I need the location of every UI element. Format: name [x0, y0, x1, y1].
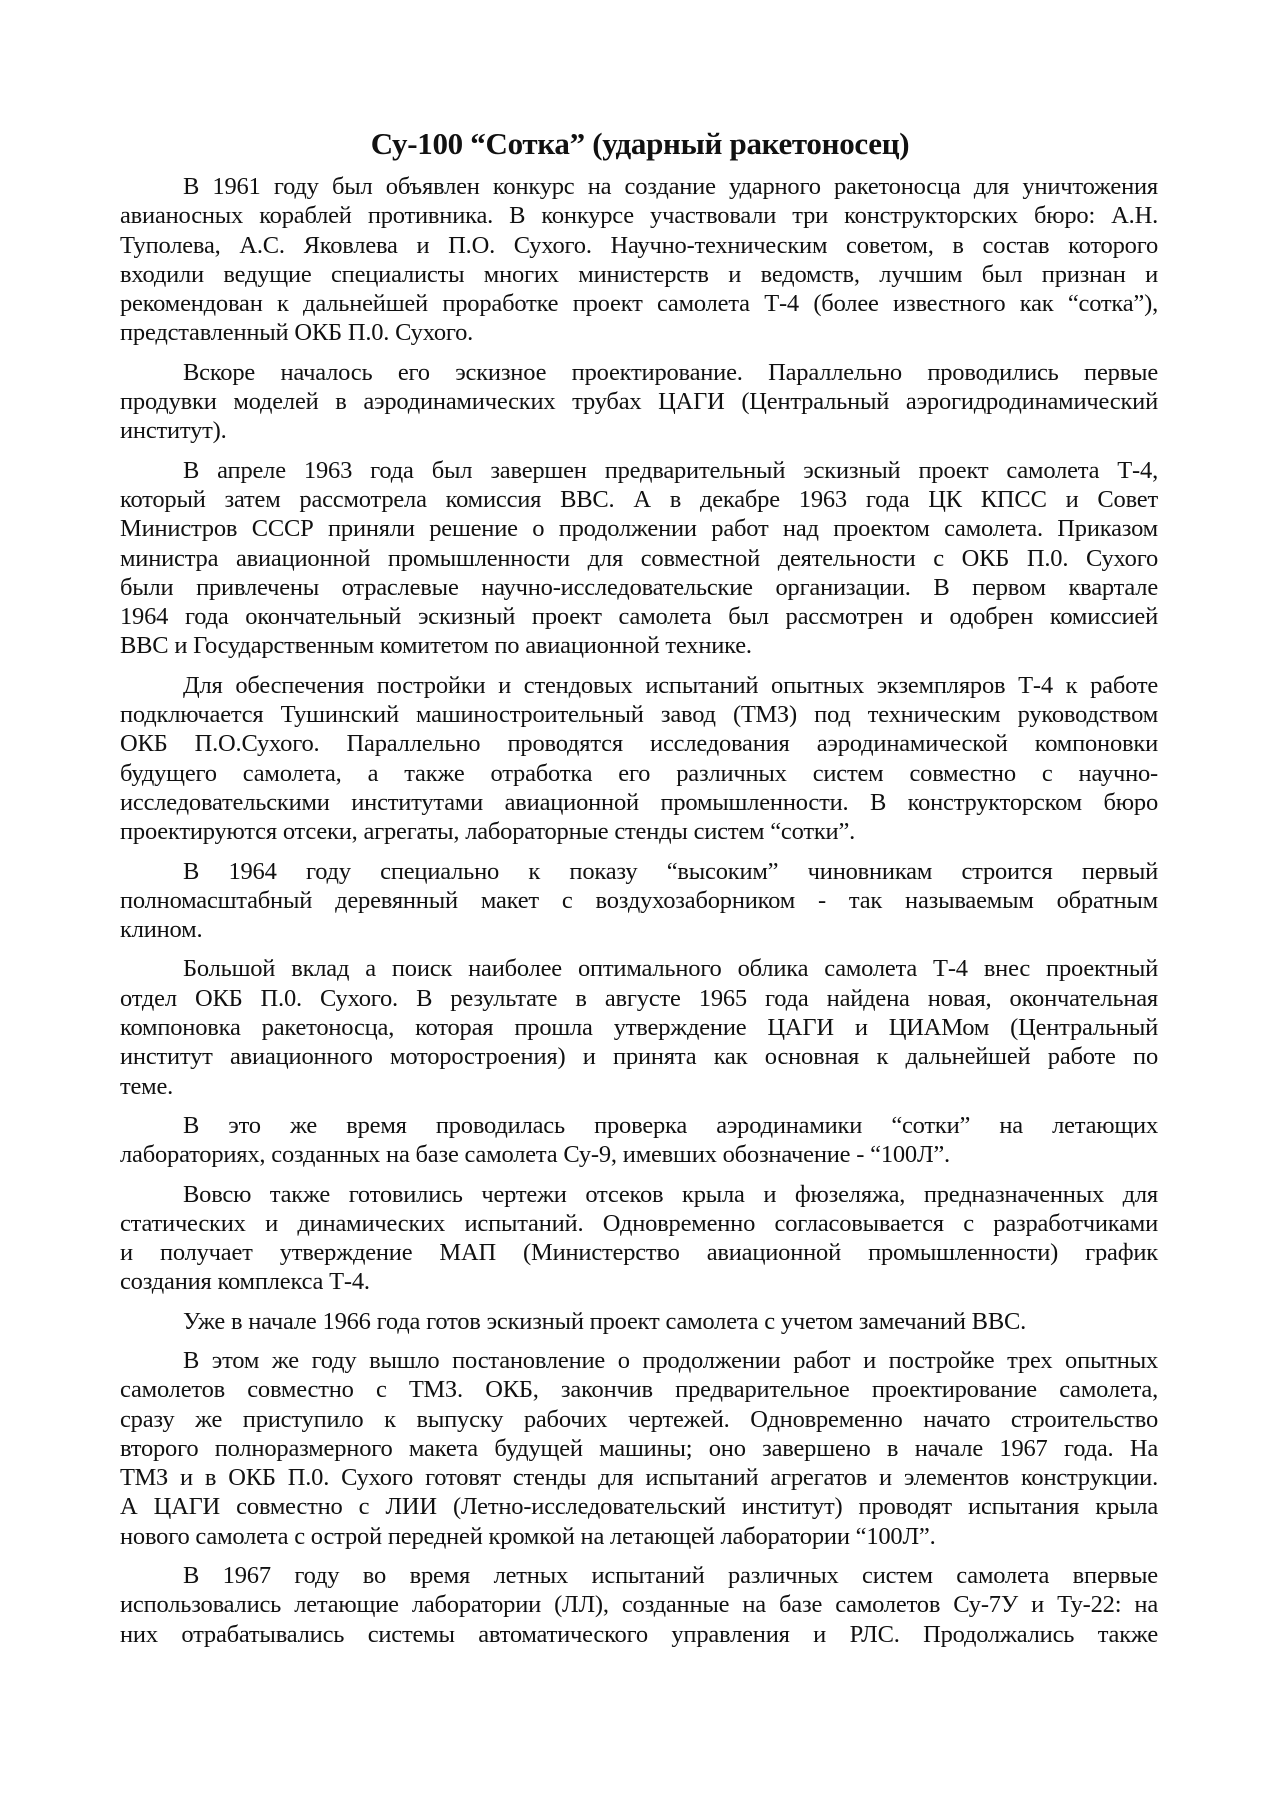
paragraph: [120, 1346, 1158, 1551]
text-line: ОКБ П.О.Сухого. Параллельно проводятся исследования аэродинамической компоновки: [120, 730, 1158, 758]
text-line: представленный ОКБ П.0. Сухого.: [120, 319, 474, 347]
text-line: подключается Тушинский машиностроительный завод (ТМЗ) под техническим руководством: [120, 701, 1158, 729]
paragraph: [120, 1111, 1158, 1170]
text-line: авианосных кораблей противника. В конкурсе участвовали три конструкторских бюро: А.Н.: [120, 202, 1158, 230]
text-line: Большой вклад а поиск наиболее оптимального облика самолета Т-4 внес проектный: [183, 955, 1158, 983]
text-line: проектируются отсеки, агрегаты, лабораторные стенды систем “сотки”.: [120, 818, 856, 846]
paragraph: [120, 671, 1158, 847]
text-line: Вскоре началось его эскизное проектирование. Параллельно проводились первые: [183, 358, 1158, 386]
text-line: который затем рассмотрела комиссия ВВС. А в декабре 1963 года ЦК КПСС и Совет: [120, 485, 1158, 513]
text-line: второго полноразмерного макета будущей машины; оно завершено в начале 1967 года. На: [120, 1434, 1158, 1462]
text-line: В 1961 году был объявлен конкурс на создание ударного ракетоносца для уничтожения: [183, 173, 1158, 200]
text-line: нового самолета с острой передней кромкой на летающей лаборатории “100Л”.: [120, 1522, 936, 1550]
document-title: Су-100 “Сотка” (ударный ракетоносец): [370, 126, 910, 161]
text-line: лабораториях, созданных на базе самолета Су-9, имевших обозначение - “100Л”.: [120, 1141, 950, 1169]
text-line: Вовсю также готовились чертежи отсеков крыла и фюзеляжа, предназначенных для: [183, 1180, 1158, 1208]
text-line: Уже в начале 1966 года готов эскизный проект самолета с учетом замечаний ВВС.: [183, 1307, 1027, 1335]
text-line: них отрабатывались системы автоматического управления и РЛС. Продолжались также: [120, 1620, 1158, 1648]
paragraph: [120, 1561, 1158, 1649]
text-line: Министров СССР приняли решение о продолжении работ над проектом самолета. Приказом: [120, 515, 1158, 543]
text-line: статических и динамических испытаний. Одновременно согласовывается с разработчиками: [120, 1209, 1158, 1237]
text-line: продувки моделей в аэродинамических трубах ЦАГИ (Центральный аэрогидродинамический: [120, 388, 1158, 416]
text-line: создания комплекса Т-4.: [120, 1268, 370, 1296]
text-line: использовались летающие лаборатории (ЛЛ), созданные на базе самолетов Су-7У и Ту-22: на: [120, 1591, 1158, 1619]
paragraph: [120, 1307, 1158, 1336]
text-line: рекомендован к дальнейшей проработке проект самолета Т-4 (более известного как “сотка”),: [120, 290, 1158, 318]
text-line: В это же время проводилась проверка аэродинамики “сотки” на летающих: [183, 1111, 1158, 1139]
text-line: и получает утверждение МАП (Министерство авиационной промышленности) график: [120, 1239, 1158, 1267]
paragraph: [120, 358, 1158, 446]
text-line: будущего самолета, а также отработка его различных систем совместно с научно-: [120, 759, 1158, 787]
text-line: теме.: [120, 1072, 174, 1100]
paragraph: [120, 172, 1158, 348]
text-line: В 1964 году специально к показу “высоким” чиновникам строится первый: [183, 857, 1158, 885]
text-line: клином.: [120, 916, 203, 944]
text-line: сразу же приступило к выпуску рабочих чертежей. Одновременно начато строительство: [120, 1405, 1158, 1433]
text-line: отдел ОКБ П.0. Сухого. В результате в августе 1965 года найдена новая, окончательная: [120, 984, 1158, 1012]
text-line: Для обеспечения постройки и стендовых испытаний опытных экземпляров Т-4 к работе: [183, 671, 1158, 699]
text-line: самолетов совместно с ТМЗ. ОКБ, закончив предварительное проектирование самолета,: [120, 1376, 1158, 1404]
text-line: институт).: [120, 417, 227, 445]
text-line: ВВС и Государственным комитетом по авиационной технике.: [120, 632, 752, 660]
paragraph: [120, 456, 1158, 661]
paragraph: [120, 954, 1158, 1100]
text-line: входили ведущие специалисты многих министерств и ведомств, лучшим был признан и: [120, 260, 1158, 288]
text-line: исследовательскими институтами авиационной промышленности. В конструкторском бюро: [120, 788, 1158, 816]
document-body: [120, 172, 1158, 1659]
text-line: 1964 года окончательный эскизный проект самолета был рассмотрен и одобрен комиссией: [120, 603, 1158, 631]
text-line: В этом же году вышло постановление о продолжении работ и постройке трех опытных: [183, 1346, 1158, 1374]
text-line: были привлечены отраслевые научно-исследовательские организации. В первом квартале: [120, 573, 1158, 601]
text-line: полномасштабный деревянный макет с воздухозаборником - так называемым обратным: [120, 886, 1158, 914]
text-line: компоновка ракетоносца, которая прошла утверждение ЦАГИ и ЦИАМом (Центральный: [120, 1014, 1158, 1042]
text-line: Туполева, А.С. Яковлева и П.О. Сухого. Научно-техническим советом, в состав которого: [120, 231, 1158, 259]
paragraph: [120, 1180, 1158, 1297]
text-line: ТМЗ и в ОКБ П.0. Сухого готовят стенды для испытаний агрегатов и элементов конструкции.: [120, 1464, 1158, 1492]
text-line: В 1967 году во время летных испытаний различных систем самолета впервые: [183, 1562, 1158, 1590]
text-line: В апреле 1963 года был завершен предварительный эскизный проект самолета Т-4,: [183, 456, 1158, 484]
text-line: министра авиационной промышленности для совместной деятельности с ОКБ П.0. Сухого: [120, 544, 1158, 572]
text-line: А ЦАГИ совместно с ЛИИ (Летно-исследовательский институт) проводят испытания крыла: [120, 1493, 1158, 1521]
text-line: институт авиационного моторостроения) и принята как основная к дальнейшей работе по: [120, 1043, 1158, 1071]
paragraph: [120, 857, 1158, 945]
